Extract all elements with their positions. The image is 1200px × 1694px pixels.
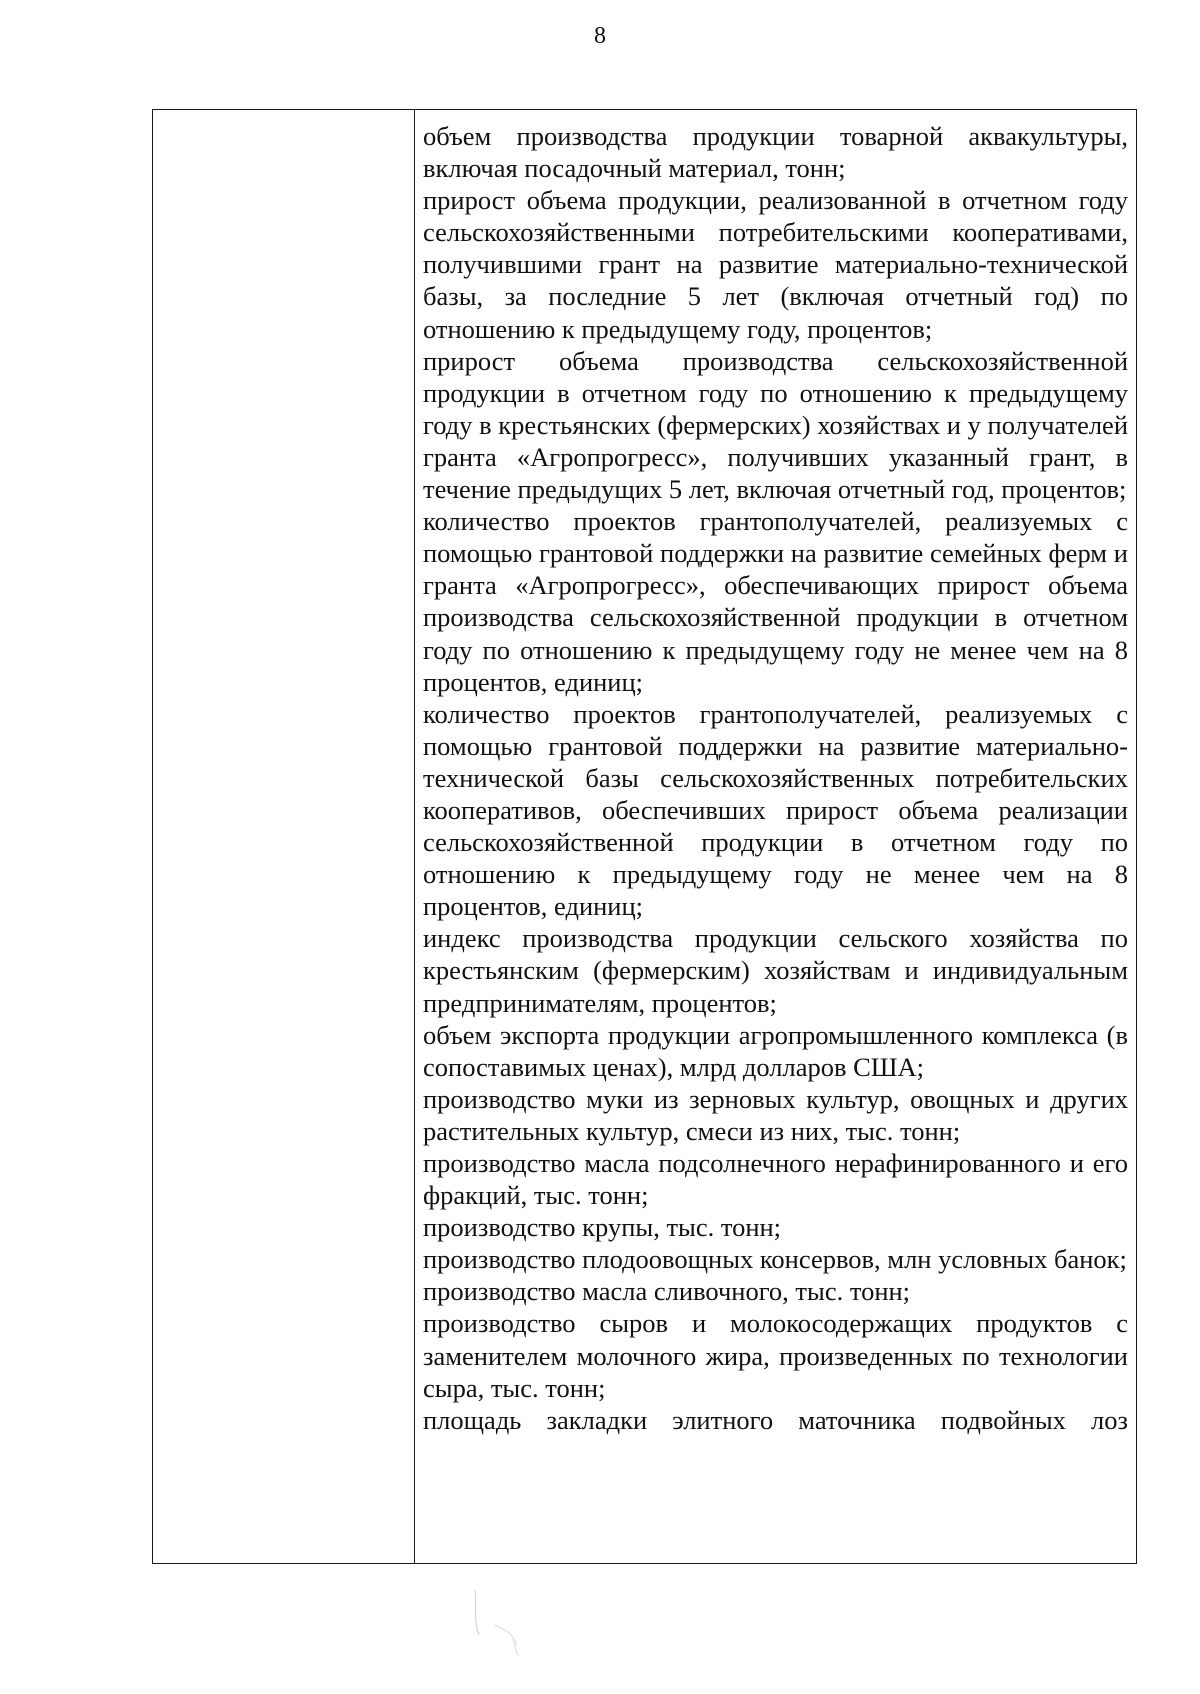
indicator-item: количество проектов грантополучателей, реализуемых с помощью грантовой поддержки на развитие материально-технической базы сельскохозяйственных потребительских кооперативов, обеспечивших прирост объема реализации сельскохозяйственной продукции в отчетном году по отношению к предыдущему году не менее чем на 8 процентов, единиц; (423, 698, 1128, 922)
scan-artifact-mark (465, 1585, 535, 1660)
indicator-item: индекс производства продукции сельского хозяйства по крестьянским (фермерским) хозяйствам и индивидуальным предпринимателям, процентов; (423, 923, 1128, 1018)
indicator-item: объем производства продукции товарной аквакультуры, включая посадочный материал, тонн; (423, 121, 1128, 184)
indicator-item: прирост объема продукции, реализованной в отчетном году сельскохозяйственными потребительскими кооперативами, получившими грант на развитие материально-технической базы, за последние 5 лет (включая отчетный год) по отношению к предыдущему году, процентов; (423, 185, 1128, 344)
indicator-item: прирост объема производства сельскохозяйственной продукции в отчетном году по отношению к предыдущему году в крестьянских (фермерских) хозяйствах и у получателей гранта «Агропрогресс», получивших указанный грант, в течение предыдущих 5 лет, включая отчетный год, процентов; (423, 345, 1128, 505)
indicator-item: площадь закладки элитного маточника подвойных лоз (423, 1404, 1128, 1435)
indicator-item: производство плодоовощных консервов, млн условных банок; (423, 1244, 1127, 1275)
table-left-cell (153, 110, 415, 1563)
table-right-cell (415, 110, 1136, 1563)
indicator-item: количество проектов грантополучателей, реализуемых с помощью грантовой поддержки на развитие семейных ферм и гранта «Агропрогресс», обеспечивающих прирост объема производства сельскохозяйственной продукции в отчетном году по отношению к предыдущему году не менее чем на 8 процентов, единиц; (423, 506, 1128, 697)
indicators-table (152, 109, 1137, 1564)
indicator-item: производство муки из зерновых культур, овощных и других растительных культур, смеси из них, тыс. тонн; (423, 1083, 1128, 1146)
indicator-item: объем экспорта продукции агропромышленного комплекса (в сопоставимых ценах), млрд долларов США; (423, 1019, 1128, 1082)
indicator-item: производство сыров и молокосодержащих продуктов с заменителем молочного жира, произведенных по технологии сыра, тыс. тонн; (423, 1308, 1128, 1403)
indicator-item: производство масла подсолнечного нерафинированного и его фракций, тыс. тонн; (423, 1148, 1128, 1211)
page-number: 8 (594, 23, 606, 49)
indicator-item: производство крупы, тыс. тонн; (423, 1212, 782, 1243)
indicator-item: производство масла сливочного, тыс. тонн; (423, 1276, 911, 1307)
